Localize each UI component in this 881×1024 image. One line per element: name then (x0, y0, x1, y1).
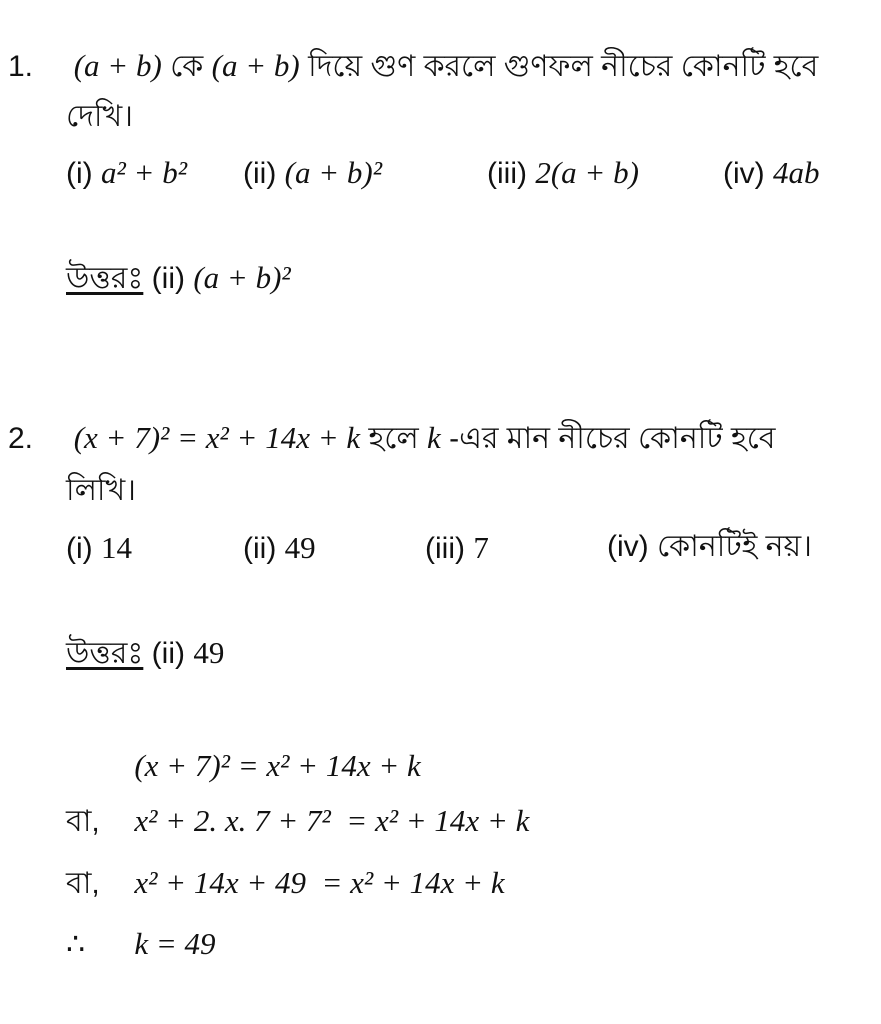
q2-working-4 (66, 928, 216, 960)
q2-option-2 (243, 532, 316, 564)
q1-option-1-label: (i) (66, 157, 93, 190)
q1-line-2 (66, 102, 133, 132)
q2-option-2-label: (ii) (243, 532, 277, 565)
q2-number: 2. (8, 422, 34, 455)
q1-answer-option: (ii) (151, 262, 185, 295)
q2-expr: (x + 7)² = x² + 14x + k (73, 420, 361, 455)
q2-option-3 (425, 532, 489, 564)
q2-working-2 (66, 805, 529, 837)
q1-option-4-label: (iv) (723, 157, 765, 190)
q1-text-2: দিয়ে গুণ করলে গুণফল নীচের কোনটি হবে (308, 50, 819, 83)
q2-option-4 (607, 532, 812, 562)
q2-text-3: লিখি। (66, 474, 136, 507)
q2-answer-option: (ii) (151, 637, 185, 670)
q1-option-4-math: 4ab (773, 155, 820, 190)
q2-working-2-prefix: বা, (66, 805, 100, 838)
q2-option-1 (66, 532, 132, 564)
q1-option-1-math: a² + b² (101, 155, 188, 190)
q1-option-1 (66, 157, 187, 189)
q2-working-2-math: x² + 2. x. 7 + 7² = x² + 14x + k (134, 803, 530, 838)
q1-answer-label: উত্তরঃ (66, 262, 144, 295)
q1-line-1 (8, 50, 818, 82)
q1-option-2-math: (a + b)² (284, 155, 383, 190)
q1-text-3: দেখি। (66, 100, 133, 133)
q2-working-3 (66, 867, 505, 899)
q2-option-3-value: 7 (473, 530, 489, 565)
q1-option-2 (243, 157, 382, 189)
q2-answer (66, 637, 224, 669)
q2-working-4-math: k = 49 (134, 926, 216, 961)
q2-option-4-label: (iv) (607, 530, 649, 563)
q2-line-2 (66, 476, 136, 506)
q2-answer-value: 49 (193, 635, 225, 670)
q2-working-4-prefix: ∴ (66, 928, 86, 961)
q1-option-3 (487, 157, 639, 189)
q1-expr-2: (a + b) (211, 48, 300, 83)
q2-option-3-label: (iii) (425, 532, 465, 565)
q1-option-3-label: (iii) (487, 157, 527, 190)
q2-line-1 (8, 422, 776, 454)
q1-option-2-label: (ii) (243, 157, 277, 190)
q2-option-1-value: 14 (101, 530, 132, 565)
q2-option-4-value: কোনটিই নয়। (657, 530, 812, 563)
q2-option-2-value: 49 (284, 530, 316, 565)
q1-answer-math: (a + b)² (193, 260, 291, 295)
q1-answer (66, 262, 291, 294)
q2-answer-label: উত্তরঃ (66, 637, 144, 670)
q2-working-1-math: (x + 7)² = x² + 14x + k (134, 748, 421, 783)
q1-expr-1: (a + b) (73, 48, 162, 83)
q1-text-1: কে (170, 50, 204, 83)
q2-working-1 (66, 750, 421, 782)
q2-option-1-label: (i) (66, 532, 93, 565)
q2-text-1: হলে (368, 422, 419, 455)
q2-working-3-math: x² + 14x + 49 = x² + 14x + k (134, 865, 505, 900)
q2-working-3-prefix: বা, (66, 867, 100, 900)
q2-text-2: -এর মান নীচের কোনটি হবে (449, 422, 776, 455)
q1-option-4 (723, 157, 820, 189)
q1-number: 1. (8, 50, 34, 83)
q2-var: k (427, 420, 441, 455)
q1-option-3-math: 2(a + b) (535, 155, 639, 190)
